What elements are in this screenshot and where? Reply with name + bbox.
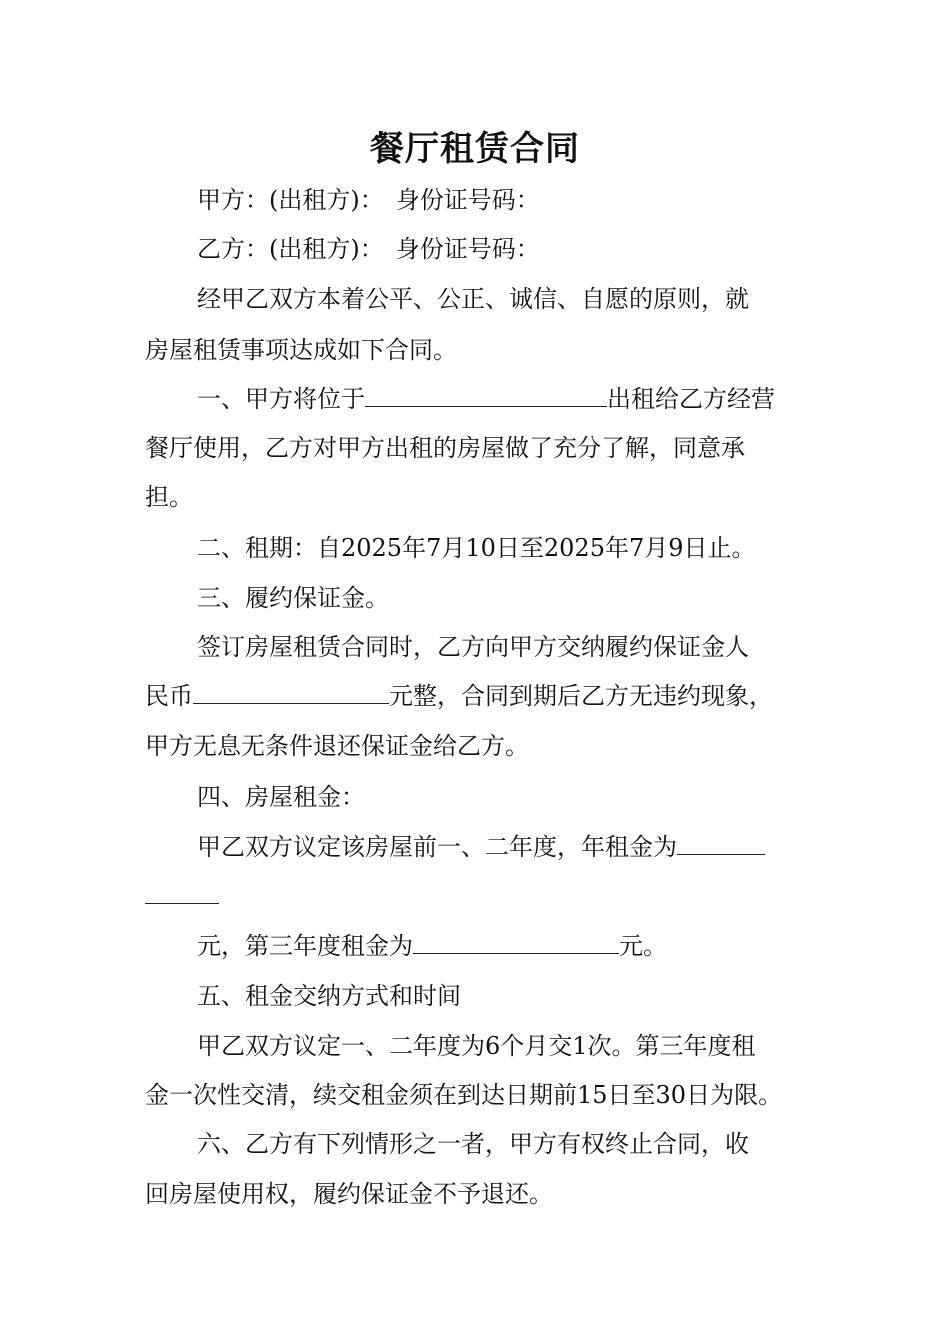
clause-4-text-b: 元，第三年度租金为	[197, 932, 413, 960]
clause-1-line-2: 餐厅使用，乙方对甲方出租的房屋做了充分了解，同意承	[145, 434, 745, 462]
clause-3-heading: 三、履约保证金。	[197, 584, 389, 612]
clause-3-line-2	[145, 676, 815, 716]
clause-5-line-1: 甲乙双方议定一、二年度为6个月交1次。第三年度租	[197, 1032, 756, 1060]
address-blank[interactable]	[365, 380, 607, 407]
clause-5-line-2: 金一次性交清，续交租金须在到达日期前15日至30日为限。	[145, 1081, 783, 1109]
clause-4-line-3	[197, 926, 815, 966]
party-b-line: 乙方：(出租方)： 身份证号码：	[197, 235, 540, 263]
preamble-line-1: 经甲乙双方本着公平、公正、诚信、自愿的原则，就	[197, 285, 749, 313]
clause-4-heading: 四、房屋租金：	[197, 783, 365, 811]
clause-3-line-1: 签订房屋租赁合同时，乙方向甲方交纳履约保证金人	[197, 633, 749, 661]
annual-rent-blank-part1[interactable]	[677, 828, 765, 855]
third-year-rent-blank[interactable]	[413, 927, 619, 954]
clause-3-text-b: 元整，合同到期后乙方无违约现象，	[389, 682, 773, 710]
clause-6-line-2: 回房屋使用权，履约保证金不予退还。	[145, 1180, 553, 1208]
clause-4-line-2	[145, 876, 815, 916]
clause-2-line: 二、租期：自2025年7月10日至2025年7月9日止。	[197, 534, 756, 562]
party-a-line: 甲方：(出租方)： 身份证号码：	[197, 186, 540, 214]
clause-1-line-3: 担。	[145, 483, 193, 511]
document-title: 餐厅租赁合同	[370, 129, 580, 169]
clause-1-text-b: 出租给乙方经营	[607, 385, 775, 413]
clause-3-text-a: 民币	[145, 682, 193, 710]
clause-1-line-1	[197, 379, 815, 419]
clause-5-heading: 五、租金交纳方式和时间	[197, 982, 461, 1010]
annual-rent-blank-part2[interactable]	[145, 877, 219, 904]
clause-4-text-a: 甲乙双方议定该房屋前一、二年度，年租金为	[197, 833, 677, 861]
deposit-amount-blank[interactable]	[193, 677, 389, 704]
preamble-line-2: 房屋租赁事项达成如下合同。	[145, 336, 457, 364]
clause-1-text-a: 一、甲方将位于	[197, 385, 365, 413]
clause-4-text-c: 元。	[619, 932, 667, 960]
clause-4-line-1	[197, 827, 815, 867]
clause-3-line-3: 甲方无息无条件退还保证金给乙方。	[145, 732, 529, 760]
clause-6-line-1: 六、乙方有下列情形之一者，甲方有权终止合同，收	[197, 1130, 749, 1158]
